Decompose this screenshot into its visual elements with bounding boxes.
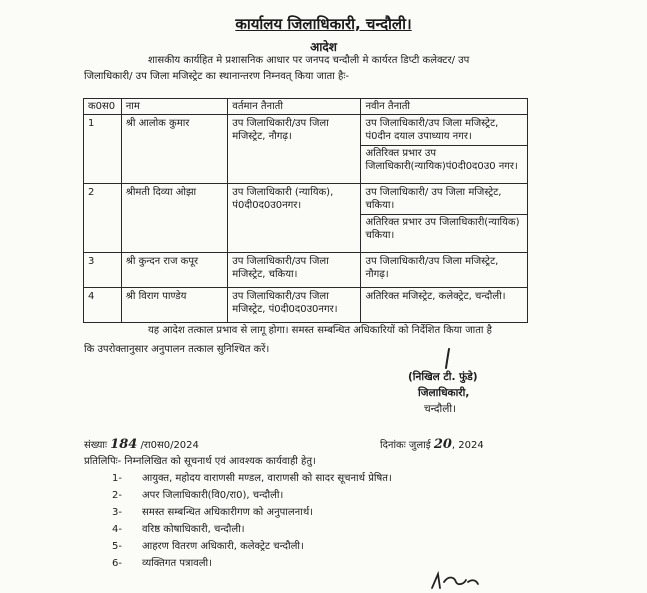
row-new-posting: अतिरिक्त मजिस्ट्रेट, कलेक्ट्रेट, चन्दौली। [361, 288, 528, 323]
reference-number [84, 437, 199, 452]
list-item: 6- व्यक्तिगत पत्रावली। [112, 558, 212, 569]
signatory-place: चन्दौली। [424, 403, 457, 415]
list-item: 4- वरिष्ठ कोषाधिकारी, चन्दौली। [112, 524, 245, 535]
office-title: कार्यालय जिलाधिकारी, चन्दौली। [235, 15, 412, 33]
list-item: 5- आहरण वितरण अधिकारी, कलेक्ट्रेट चन्दौली। [112, 541, 304, 552]
table-row [84, 184, 528, 253]
row-new-posting-cell [361, 115, 528, 184]
list-item: 1- आयुक्त, महोदय वाराणसी मण्डल, वाराणसी को सादर सूचनार्थ प्रेषित। [112, 473, 392, 484]
table-row [84, 253, 528, 288]
signatory-designation: जिलाधिकारी, [418, 387, 470, 399]
row-current-posting: उप जिलाधिकारी/उप जिला मजिस्ट्रेट, नौगढ़। [228, 115, 361, 184]
row-new-posting-cell [361, 184, 528, 253]
row-current-posting: उप जिलाधिकारी/उप जिला मजिस्ट्रेट, चकिया। [228, 253, 361, 288]
row-current-posting: उप जिलाधिकारी/उप जिला मजिस्ट्रेट, पं0दी0द0उ0नगर। [228, 288, 361, 323]
row-new-posting: उप जिलाधिकारी/उप जिला मजिस्ट्रेट, पं0दीन दयाल उपाध्याय नगर। [365, 118, 499, 142]
table-header-row [84, 99, 528, 115]
row-serial: 2 [84, 184, 122, 253]
closing-line-1: यह आदेश तत्काल प्रभाव से लागू होगा। समस्त सम्बन्धित अधिकारियों को निर्देशित किया जाता है [148, 325, 492, 336]
header-current-posting: वर्तमान तैनाती [228, 99, 361, 115]
date-year: , 2024 [451, 440, 484, 451]
row-name: श्री आलोक कुमार [121, 115, 228, 184]
row-serial: 3 [84, 253, 122, 288]
reference-handwritten-number: 184 [110, 437, 138, 452]
copy-to-label: प्रतिलिपिः- निम्नलिखित को सूचनार्थ एवं आवश्यक कार्यवाही हेतु। [84, 456, 316, 467]
row-name: श्रीमती दिव्या ओझा [121, 184, 228, 253]
list-item: 2- अपर जिलाधिकारी(वि0/रा0), चन्दौली। [112, 490, 284, 501]
reference-suffix: /रा0स0/2024 [140, 440, 199, 451]
date-handwritten-day: 20 [433, 437, 452, 452]
closing-line-2: कि उपरोक्तानुसार अनुपालन तत्काल सुनिश्चित करें। [84, 344, 270, 355]
order-heading: आदेश [310, 40, 337, 54]
row-current-posting: उप जिलाधिकारी (न्यायिक), पं0दी0द0उ0नगर। [228, 184, 361, 253]
row-additional-charge: अतिरिक्त प्रभार उप जिलाधिकारी(न्यायिक) चकिया। [361, 214, 527, 242]
list-item: 3- समस्त सम्बन्धित अधिकारीगण को अनुपालनार्थ। [112, 507, 313, 518]
table-row [84, 115, 528, 184]
row-name: श्री कुन्दन राज कपूर [121, 253, 228, 288]
intro-line-1: शासकीय कार्यहित मे प्रशासनिक आधार पर जनपद चन्दौली मे कार्यरत डिप्टी कलेक्टर/ उप [148, 55, 470, 66]
header-name: नाम [121, 99, 228, 115]
transfer-table [83, 98, 528, 323]
intro-line-2: जिलाधिकारी/ उप जिला मजिस्ट्रेट का स्थानान्तरण निम्नवत् किया जाता हैः- [84, 71, 349, 82]
header-new-posting: नवीन तैनाती [361, 99, 528, 115]
row-serial: 4 [84, 288, 122, 323]
row-serial: 1 [84, 115, 122, 184]
row-new-posting: उप जिलाधिकारी/उप जिला मजिस्ट्रेट, नौगढ़। [361, 253, 528, 288]
date-label: दिनांकः जुलाई [380, 440, 431, 451]
signature-mark [440, 348, 456, 370]
signatory-name: (निखिल टी. फुंडे) [408, 371, 478, 383]
order-date [380, 437, 484, 452]
row-name: श्री विराग पाण्डेय [121, 288, 228, 323]
header-serial: क0स0 [84, 99, 122, 115]
copy-list [112, 470, 392, 572]
bottom-initials-signature [428, 570, 482, 592]
table-row [84, 288, 528, 323]
reference-label: संख्याः [84, 440, 108, 451]
row-additional-charge: अतिरिक्त प्रभार उप जिलाधिकारी(न्यायिक)पं0दी0द0उ0 नगर। [361, 145, 527, 173]
row-new-posting: उप जिलाधिकारी/ उप जिला मजिस्ट्रेट, चकिया। [365, 187, 502, 211]
